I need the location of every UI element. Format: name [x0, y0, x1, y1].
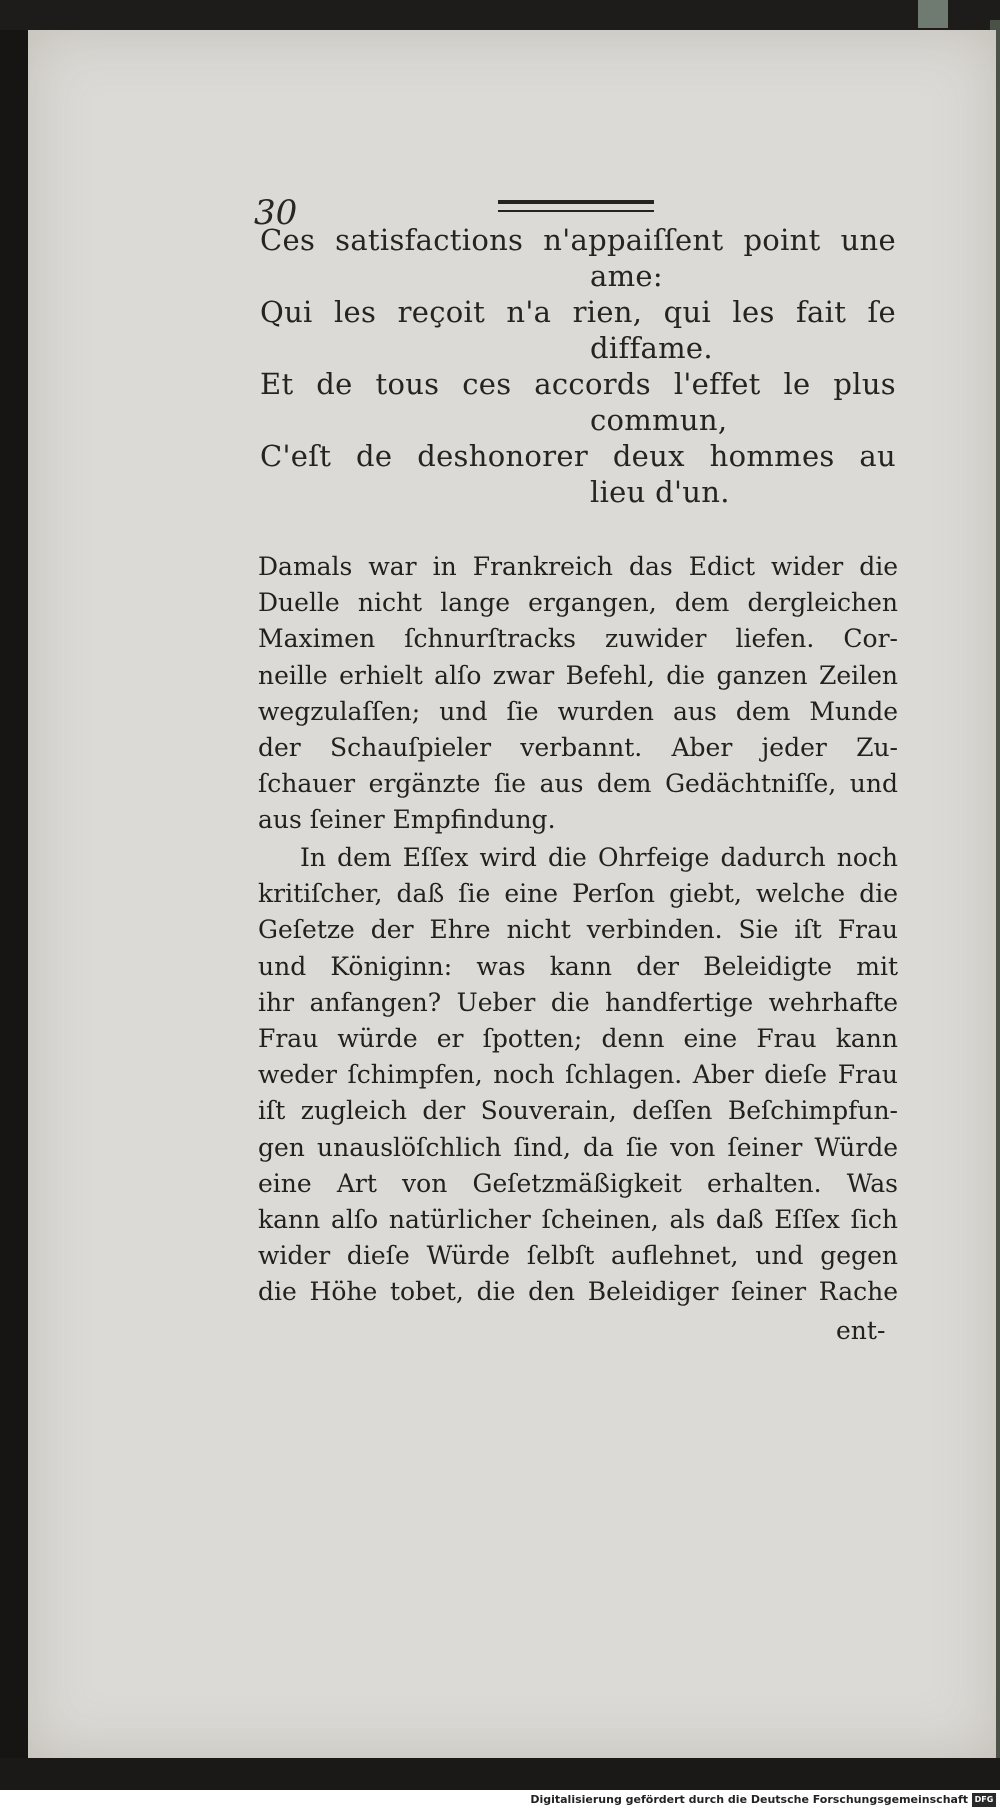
verse-continuation: ame: [590, 259, 663, 293]
text-line: wider dieſe Würde ſelbſt auflehnet, und gegen [258, 1241, 898, 1271]
text-line: wegzulaſſen; und ſie wurden aus dem Munde [258, 696, 898, 726]
binding-tab [918, 0, 948, 28]
digitization-credit-text: Digitalisierung gefördert durch die Deutsche Forschungsgemeinschaft [530, 1793, 968, 1806]
verse-line: Et de tous ces accords l'effet le plus [260, 367, 896, 401]
text-line: iſt zugleich der Souverain, deſſen Beſchimpfun- [258, 1096, 898, 1126]
text-line: Frau würde er ſpotten; denn eine Frau kann [258, 1023, 898, 1053]
page-number: 30 [254, 193, 298, 233]
text-line: die Höhe tobet, die den Beleidiger ſeiner Rache [258, 1277, 898, 1307]
verse-line: Qui les reçoit n'a rien, qui les fait ſe [260, 295, 896, 329]
verse-4 [260, 438, 896, 510]
text-line: kritiſcher, daß ſie eine Perſon giebt, welche die [258, 879, 898, 909]
header-ornament-rule [498, 200, 654, 212]
scan-top-edge [0, 0, 1000, 30]
verse-continuation: commun, [590, 403, 728, 437]
text-line: kann alſo natürlicher ſcheinen, als daß Eſſex ſich [258, 1204, 898, 1234]
scan-bottom-edge [0, 1758, 1000, 1790]
verse-line: Ces satisfactions n'appaiſſent point une [260, 223, 896, 257]
verse-3 [260, 366, 896, 438]
dfg-logo: DFG [972, 1793, 996, 1807]
verse-continuation: diffame. [590, 331, 713, 365]
text-line: ihr anfangen? Ueber die handfertige wehrhafte [258, 987, 898, 1017]
text-line: Maximen ſchnurſtracks zuwider liefen. Cor- [258, 624, 898, 654]
text-line: In dem Eſſex wird die Ohrfeige dadurch noch [300, 843, 898, 872]
text-line: Geſetze der Ehre nicht verbinden. Sie iſt Frau [258, 915, 898, 945]
verse-1 [260, 222, 896, 294]
paragraph-2 [258, 840, 898, 1310]
text-line: aus ſeiner Empfindung. [258, 805, 556, 835]
text-line: eine Art von Geſetzmäßigkeit erhalten. Was [258, 1168, 898, 1198]
text-line: neille erhielt alſo zwar Befehl, die ganzen Zeilen [258, 660, 898, 690]
text-line: Damals war in Frankreich das Edict wider die [258, 552, 898, 581]
verse-2 [260, 294, 896, 366]
paragraph-1 [258, 549, 898, 839]
verse-line: C'eſt de deshonorer deux hommes au [260, 439, 896, 473]
text-line: gen unauslöſchlich ſind, da ſie von ſeiner Würde [258, 1132, 898, 1162]
text-line: der Schauſpieler verbannt. Aber jeder Zu- [258, 732, 898, 762]
text-line: ſchauer ergänzte ſie aus dem Gedächtniſſe, und [258, 769, 898, 799]
text-line: weder ſchimpfen, noch ſchlagen. Aber dieſe Frau [258, 1060, 898, 1090]
text-line: Duelle nicht lange ergangen, dem dergleichen [258, 588, 898, 618]
text-line: und Königinn: was kann der Beleidigte mit [258, 951, 898, 981]
verse-continuation: lieu d'un. [590, 475, 730, 509]
catchword: ent- [836, 1316, 886, 1345]
digitization-credit-bar [0, 1790, 1000, 1811]
